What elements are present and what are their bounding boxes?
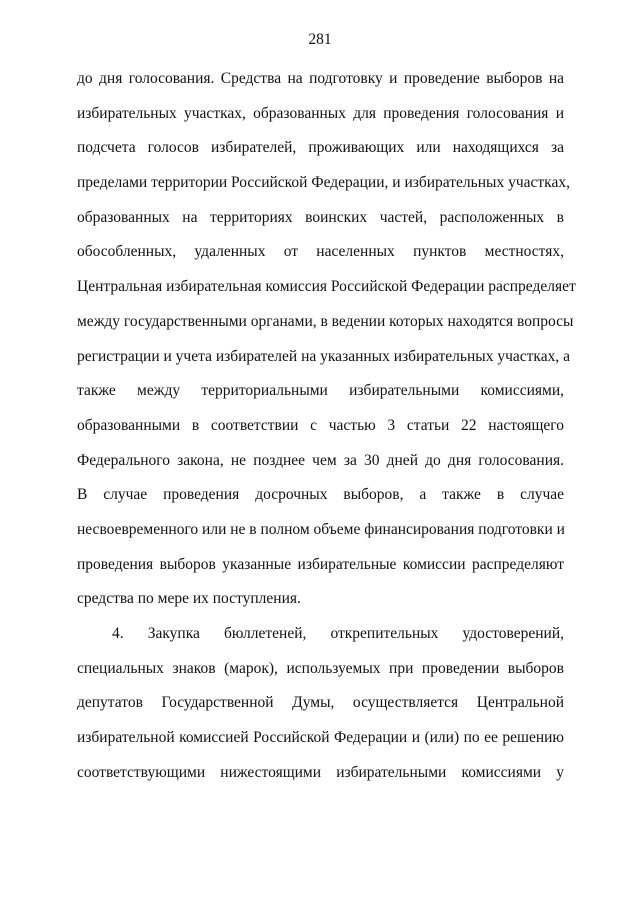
text-line: избирательных участках, образованных для проведения голосования и xyxy=(77,104,564,122)
text-line: избирательной комиссией Российской Федерации и (или) по ее решению xyxy=(77,729,564,747)
paragraph-1 xyxy=(77,67,576,622)
text-line: 4. Закупка бюллетеней, открепительных удостоверений, xyxy=(112,625,564,642)
text-line: обособленных, удаленных от населенных пунктов местностях, xyxy=(77,243,564,261)
text-line: подсчета голосов избирателей, проживающих или находящихся за xyxy=(77,139,564,157)
text-line: образованных на территориях воинских частей, расположенных в xyxy=(77,208,564,226)
text-line: несвоевременного или не в полном объеме финансирования подготовки и xyxy=(77,520,565,538)
text-line: образованными в соответствии с частью 3 статьи 22 настоящего xyxy=(77,416,564,434)
text-line: также между территориальными избирательными комиссиями, xyxy=(77,382,564,400)
text-line: В случае проведения досрочных выборов, а также в случае xyxy=(77,486,564,504)
text-line: до дня голосования. Средства на подготовку и проведение выборов на xyxy=(77,70,564,87)
page-number: 281 xyxy=(308,31,332,48)
text-line: депутатов Государственной Думы, осуществляется Центральной xyxy=(77,694,564,712)
text-line: средства по мере их поступления. xyxy=(77,590,301,608)
text-line: регистрации и учета избирателей на указанных избирательных участках, а xyxy=(77,347,570,365)
text-line: соответствующими нижестоящими избирательными комиссиями у xyxy=(77,763,564,781)
text-line: Федерального закона, не позднее чем за 30 дней до дня голосования. xyxy=(77,451,564,469)
text-line: проведения выборов указанные избирательные комиссии распределяют xyxy=(77,555,564,573)
text-line: Центральная избирательная комиссия Российской Федерации распределяет xyxy=(77,278,576,296)
text-line: пределами территории Российской Федерации, и избирательных участках, xyxy=(77,174,570,192)
paragraph-2 xyxy=(77,622,564,795)
text-line: специальных знаков (марок), используемых при проведении выборов xyxy=(77,659,564,677)
text-line: между государственными органами, в ведении которых находятся вопросы xyxy=(77,312,574,330)
